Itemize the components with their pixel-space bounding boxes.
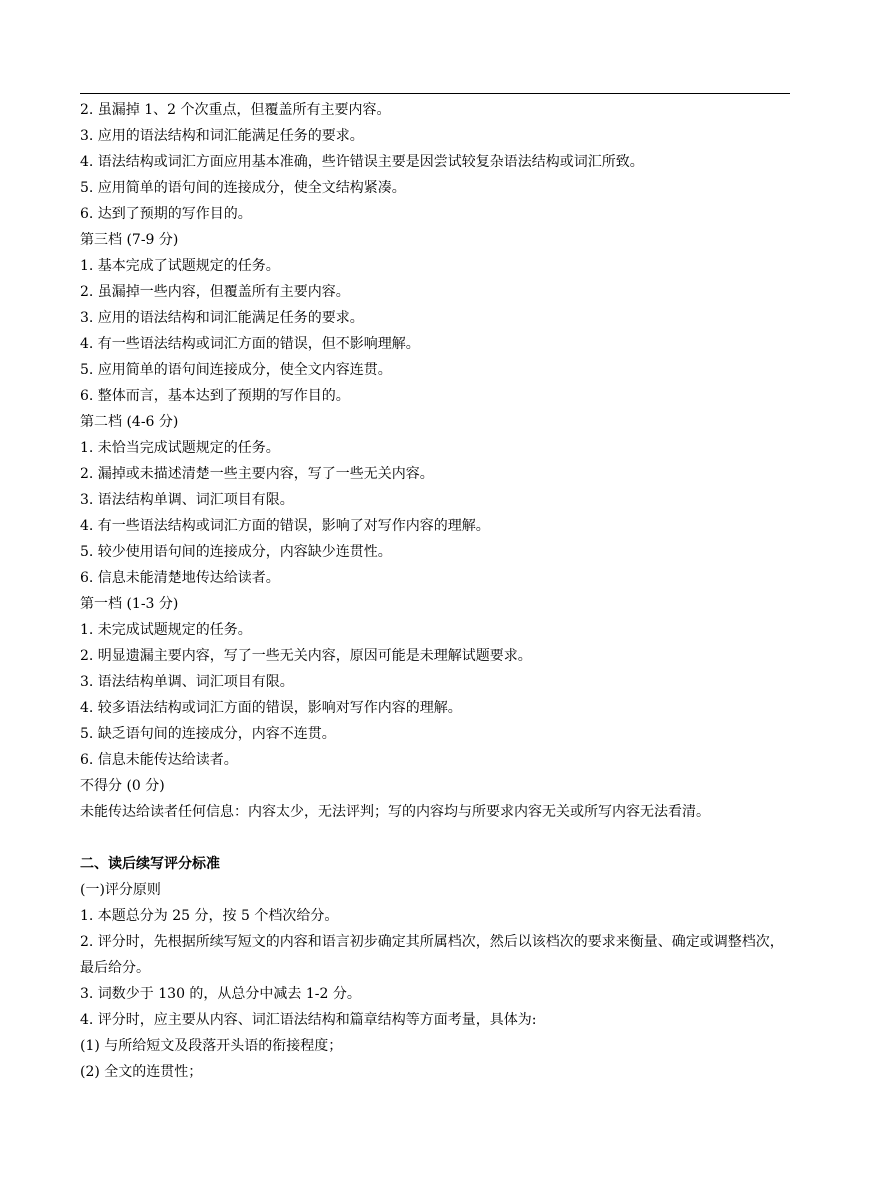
section2 xyxy=(80,851,792,1085)
grade1-item-5: 5. 缺乏语句间的连接成分，内容不连贯。 xyxy=(80,726,336,742)
grade1-item-6: 6. 信息未能传达给读者。 xyxy=(80,752,238,768)
grade0-text: 未能传达给读者任何信息：内容太少，无法评判；写的内容均与所要求内容无关或所写内容无法看清。 xyxy=(80,804,710,820)
grade2-item-4: 4. 有一些语法结构或词汇方面的错误，影响了对写作内容的理解。 xyxy=(80,518,490,534)
grade3-item-3: 3. 应用的语法结构和词汇能满足任务的要求。 xyxy=(80,310,364,326)
grade3-item-6: 6. 整体而言，基本达到了预期的写作目的。 xyxy=(80,388,350,404)
grade1-item-3: 3. 语法结构单调、词汇项目有限。 xyxy=(80,674,294,690)
grade4-item-5: 5. 应用简单的语句间的连接成分，使全文结构紧凑。 xyxy=(80,180,406,196)
grade0-heading: 不得分 (0 分) xyxy=(80,778,165,794)
grade3-item-5: 5. 应用简单的语句间连接成分，使全文内容连贯。 xyxy=(80,362,392,378)
grade2-item-6: 6. 信息未能清楚地传达给读者。 xyxy=(80,570,280,586)
grade2-item-5: 5. 较少使用语句间的连接成分，内容缺少连贯性。 xyxy=(80,544,392,560)
grade3-item-4: 4. 有一些语法结构或词汇方面的错误，但不影响理解。 xyxy=(80,336,420,352)
section2-item-4: 4. 评分时，应主要从内容、词汇语法结构和篇章结构等方面考量，具体为: xyxy=(80,1012,537,1028)
section2-title: 二、读后续写评分标准 xyxy=(80,856,220,872)
grade2-heading: 第二档 (4-6 分) xyxy=(80,414,179,430)
grade3-heading: 第三档 (7-9 分) xyxy=(80,232,179,248)
section-gap xyxy=(80,825,792,851)
section2-subtitle: (一)评分原则 xyxy=(80,882,161,898)
section2-item-3: 3. 词数少于 130 的，从总分中减去 1-2 分。 xyxy=(80,986,361,1002)
grade4-item-4: 4. 语法结构或词汇方面应用基本准确，些许错误主要是因尝试较复杂语法结构或词汇所致。 xyxy=(80,154,644,170)
section2-item-2: 2. 评分时，先根据所续写短文的内容和语言初步确定其所属档次，然后以该档次的要求来衡量、确定或调整档次，最后给分。 xyxy=(80,934,784,976)
grade4-criteria xyxy=(80,97,792,227)
grade2-criteria xyxy=(80,409,792,591)
grade0-criteria xyxy=(80,773,792,825)
grade3-item-1: 1. 基本完成了试题规定的任务。 xyxy=(80,258,280,274)
grade1-item-2: 2. 明显遗漏主要内容，写了一些无关内容，原因可能是未理解试题要求。 xyxy=(80,648,532,664)
grade1-criteria xyxy=(80,591,792,773)
grade2-item-2: 2. 漏掉或未描述清楚一些主要内容，写了一些无关内容。 xyxy=(80,466,434,482)
grade1-heading: 第一档 (1-3 分) xyxy=(80,596,179,612)
section2-sub-1: (1) 与所给短文及段落开头语的衔接程度； xyxy=(80,1038,343,1054)
document-body xyxy=(80,97,792,1085)
grade2-item-3: 3. 语法结构单调、词汇项目有限。 xyxy=(80,492,294,508)
grade3-item-2: 2. 虽漏掉一些内容，但覆盖所有主要内容。 xyxy=(80,284,350,300)
grade4-item-6: 6. 达到了预期的写作目的。 xyxy=(80,206,252,222)
grade4-item-2: 2. 虽漏掉 1、2 个次重点，但覆盖所有主要内容。 xyxy=(80,102,391,118)
section2-sub-2: (2) 全文的连贯性； xyxy=(80,1064,203,1080)
grade1-item-1: 1. 未完成试题规定的任务。 xyxy=(80,622,252,638)
grade3-criteria xyxy=(80,227,792,409)
grade1-item-4: 4. 较多语法结构或词汇方面的错误，影响对写作内容的理解。 xyxy=(80,700,462,716)
grade2-item-1: 1. 未恰当完成试题规定的任务。 xyxy=(80,440,280,456)
grade4-item-3: 3. 应用的语法结构和词汇能满足任务的要求。 xyxy=(80,128,364,144)
top-rule xyxy=(80,93,790,94)
section2-item-1: 1. 本题总分为 25 分，按 5 个档次给分。 xyxy=(80,908,339,924)
